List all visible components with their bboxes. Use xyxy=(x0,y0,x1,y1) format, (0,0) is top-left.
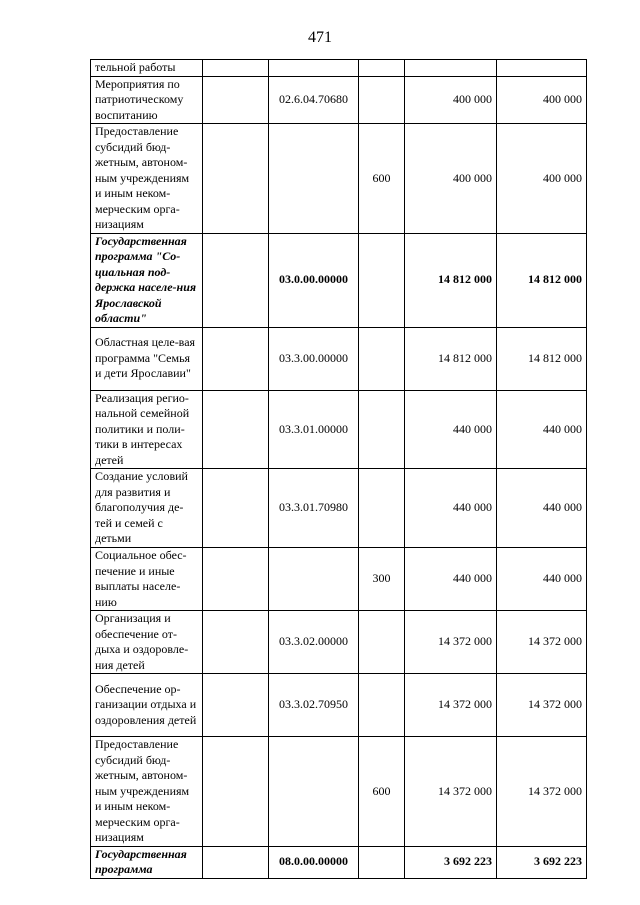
item-name: Областная целе-вая программа "Семья и дети Ярославии" xyxy=(91,327,203,390)
amount-year-1: 400 000 xyxy=(405,124,497,234)
target-article-code: 02.6.04.70680 xyxy=(269,76,359,124)
item-name: Государственная программа xyxy=(91,846,203,878)
empty-cell xyxy=(203,469,269,548)
target-article-code: 03.3.02.70950 xyxy=(269,674,359,737)
amount-year-1: 14 372 000 xyxy=(405,611,497,674)
target-article-code xyxy=(269,737,359,847)
item-name: Реализация регио-нальной семейной политики и поли-тики в интересах детей xyxy=(91,390,203,469)
expense-type-code: 600 xyxy=(359,124,405,234)
empty-cell xyxy=(203,124,269,234)
table-row xyxy=(91,76,587,124)
budget-table xyxy=(90,59,587,879)
item-name: тельной работы xyxy=(91,60,203,77)
empty-cell xyxy=(203,76,269,124)
expense-type-code: 300 xyxy=(359,548,405,611)
item-name: Мероприятия по патриотическому воспитанию xyxy=(91,76,203,124)
amount-year-2: 440 000 xyxy=(497,548,587,611)
item-name: Социальное обес-печение и иные выплаты населе-нию xyxy=(91,548,203,611)
target-article-code: 03.3.01.70980 xyxy=(269,469,359,548)
table-row xyxy=(91,674,587,737)
empty-cell xyxy=(203,60,269,77)
expense-type-code xyxy=(359,846,405,878)
expense-type-code xyxy=(359,469,405,548)
empty-cell xyxy=(203,674,269,737)
expense-type-code xyxy=(359,60,405,77)
amount-year-1: 400 000 xyxy=(405,76,497,124)
expense-type-code xyxy=(359,327,405,390)
table-row xyxy=(91,469,587,548)
empty-cell xyxy=(203,737,269,847)
empty-cell xyxy=(203,548,269,611)
item-name: Обеспечение ор-ганизации отдыха и оздоровления детей xyxy=(91,674,203,737)
expense-type-code xyxy=(359,674,405,737)
amount-year-2: 14 372 000 xyxy=(497,674,587,737)
amount-year-2: 400 000 xyxy=(497,76,587,124)
empty-cell xyxy=(203,233,269,327)
item-name: Государственная программа "Со-циальная под-держка населе-ния Ярославской области" xyxy=(91,233,203,327)
expense-type-code xyxy=(359,390,405,469)
expense-type-code: 600 xyxy=(359,737,405,847)
amount-year-1: 440 000 xyxy=(405,469,497,548)
item-name: Организация и обеспечение от-дыха и оздоровле-ния детей xyxy=(91,611,203,674)
page-number: 471 xyxy=(308,29,332,46)
amount-year-2: 440 000 xyxy=(497,390,587,469)
target-article-code: 03.3.01.00000 xyxy=(269,390,359,469)
table-row xyxy=(91,737,587,847)
amount-year-2: 440 000 xyxy=(497,469,587,548)
table-row xyxy=(91,327,587,390)
empty-cell xyxy=(203,846,269,878)
amount-year-2: 400 000 xyxy=(497,124,587,234)
amount-year-1: 440 000 xyxy=(405,548,497,611)
table-row xyxy=(91,390,587,469)
target-article-code: 03.3.02.00000 xyxy=(269,611,359,674)
amount-year-1: 14 812 000 xyxy=(405,233,497,327)
empty-cell xyxy=(203,390,269,469)
amount-year-1: 3 692 223 xyxy=(405,846,497,878)
item-name: Предоставление субсидий бюд-жетным, автоном-ным учреждениям и иным неком-мерческим орга-низациям xyxy=(91,737,203,847)
target-article-code: 08.0.00.00000 xyxy=(269,846,359,878)
amount-year-1: 440 000 xyxy=(405,390,497,469)
amount-year-2 xyxy=(497,60,587,77)
amount-year-1: 14 372 000 xyxy=(405,737,497,847)
table-row xyxy=(91,124,587,234)
amount-year-2: 14 372 000 xyxy=(497,737,587,847)
amount-year-2: 3 692 223 xyxy=(497,846,587,878)
amount-year-2: 14 812 000 xyxy=(497,327,587,390)
table-row xyxy=(91,60,587,77)
target-article-code xyxy=(269,124,359,234)
target-article-code xyxy=(269,548,359,611)
table-row xyxy=(91,846,587,878)
expense-type-code xyxy=(359,233,405,327)
target-article-code: 03.3.00.00000 xyxy=(269,327,359,390)
item-name: Создание условий для развития и благополучия де-тей и семей с детьми xyxy=(91,469,203,548)
amount-year-1: 14 372 000 xyxy=(405,674,497,737)
empty-cell xyxy=(203,611,269,674)
target-article-code: 03.0.00.00000 xyxy=(269,233,359,327)
table-row xyxy=(91,548,587,611)
target-article-code xyxy=(269,60,359,77)
amount-year-2: 14 372 000 xyxy=(497,611,587,674)
amount-year-1 xyxy=(405,60,497,77)
amount-year-1: 14 812 000 xyxy=(405,327,497,390)
empty-cell xyxy=(203,327,269,390)
table-row xyxy=(91,233,587,327)
amount-year-2: 14 812 000 xyxy=(497,233,587,327)
item-name: Предоставление субсидий бюд-жетным, автоном-ным учреждениям и иным неком-мерческим орга-низациям xyxy=(91,124,203,234)
table-row xyxy=(91,611,587,674)
expense-type-code xyxy=(359,76,405,124)
expense-type-code xyxy=(359,611,405,674)
